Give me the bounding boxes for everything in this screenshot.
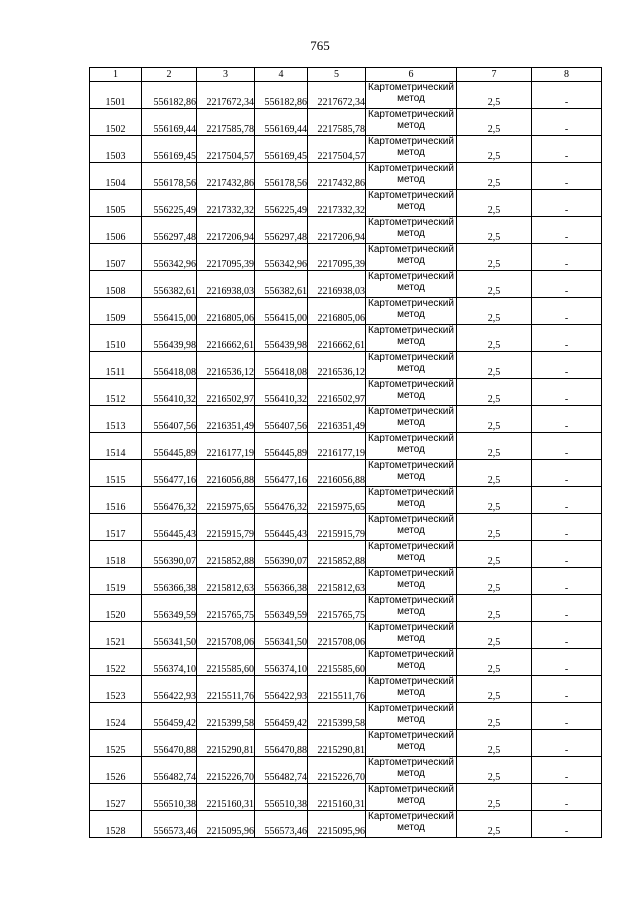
x-coordinate-cell: 556169,44	[142, 109, 197, 136]
y-coordinate-cell: 2216938,03	[308, 271, 366, 298]
y-coordinate-cell: 2215226,70	[197, 757, 255, 784]
table-row	[90, 649, 602, 676]
x-coordinate-cell: 556477,16	[142, 460, 197, 487]
accuracy-cell: 2,5	[457, 676, 532, 703]
x-coordinate-cell: 556341,50	[142, 622, 197, 649]
y-coordinate-cell: 2215399,58	[197, 703, 255, 730]
method-cell: Картометрический метод	[366, 676, 457, 703]
y-coordinate-cell: 2215915,79	[197, 514, 255, 541]
accuracy-cell: 2,5	[457, 703, 532, 730]
page-number: 765	[310, 38, 330, 53]
x-coordinate-cell: 556470,88	[142, 730, 197, 757]
y-coordinate-cell: 2217332,32	[197, 190, 255, 217]
table-row	[90, 730, 602, 757]
x-coordinate-cell: 556470,88	[255, 730, 308, 757]
x-coordinate-cell: 556510,38	[255, 784, 308, 811]
accuracy-cell: 2,5	[457, 541, 532, 568]
x-coordinate-cell: 556169,44	[255, 109, 308, 136]
x-coordinate-cell: 556178,56	[255, 163, 308, 190]
x-coordinate-cell: 556573,46	[142, 811, 197, 838]
y-coordinate-cell: 2216056,88	[197, 460, 255, 487]
method-cell: Картометрический метод	[366, 298, 457, 325]
accuracy-cell: 2,5	[457, 433, 532, 460]
column-header: 2	[142, 68, 197, 82]
y-coordinate-cell: 2216662,61	[197, 325, 255, 352]
x-coordinate-cell: 556366,38	[142, 568, 197, 595]
y-coordinate-cell: 2215290,81	[197, 730, 255, 757]
y-coordinate-cell: 2215226,70	[308, 757, 366, 784]
y-coordinate-cell: 2215160,31	[197, 784, 255, 811]
method-cell: Картометрический метод	[366, 622, 457, 649]
accuracy-cell: 2,5	[457, 487, 532, 514]
x-coordinate-cell: 556422,93	[142, 676, 197, 703]
point-number-cell: 1509	[90, 298, 142, 325]
x-coordinate-cell: 556415,00	[255, 298, 308, 325]
x-coordinate-cell: 556407,56	[142, 406, 197, 433]
method-cell: Картометрический метод	[366, 271, 457, 298]
note-cell: -	[532, 514, 602, 541]
accuracy-cell: 2,5	[457, 379, 532, 406]
accuracy-cell: 2,5	[457, 568, 532, 595]
x-coordinate-cell: 556390,07	[255, 541, 308, 568]
x-coordinate-cell: 556297,48	[255, 217, 308, 244]
accuracy-cell: 2,5	[457, 730, 532, 757]
table-row	[90, 622, 602, 649]
accuracy-cell: 2,5	[457, 136, 532, 163]
y-coordinate-cell: 2216351,49	[308, 406, 366, 433]
x-coordinate-cell: 556169,45	[142, 136, 197, 163]
column-header: 4	[255, 68, 308, 82]
method-cell: Картометрический метод	[366, 406, 457, 433]
y-coordinate-cell: 2215585,60	[308, 649, 366, 676]
point-number-cell: 1528	[90, 811, 142, 838]
method-cell: Картометрический метод	[366, 730, 457, 757]
y-coordinate-cell: 2215765,75	[197, 595, 255, 622]
y-coordinate-cell: 2217585,78	[308, 109, 366, 136]
y-coordinate-cell: 2215975,65	[308, 487, 366, 514]
method-cell: Картометрический метод	[366, 163, 457, 190]
y-coordinate-cell: 2215511,76	[308, 676, 366, 703]
point-number-cell: 1513	[90, 406, 142, 433]
y-coordinate-cell: 2217504,57	[308, 136, 366, 163]
point-number-cell: 1505	[90, 190, 142, 217]
y-coordinate-cell: 2215708,06	[308, 622, 366, 649]
y-coordinate-cell: 2217206,94	[308, 217, 366, 244]
x-coordinate-cell: 556341,50	[255, 622, 308, 649]
column-header: 1	[90, 68, 142, 82]
table-row	[90, 298, 602, 325]
note-cell: -	[532, 271, 602, 298]
table-row	[90, 163, 602, 190]
accuracy-cell: 2,5	[457, 352, 532, 379]
table-row	[90, 325, 602, 352]
point-number-cell: 1520	[90, 595, 142, 622]
x-coordinate-cell: 556445,89	[142, 433, 197, 460]
point-number-cell: 1504	[90, 163, 142, 190]
y-coordinate-cell: 2216805,06	[308, 298, 366, 325]
note-cell: -	[532, 811, 602, 838]
method-cell: Картометрический метод	[366, 325, 457, 352]
table-row	[90, 676, 602, 703]
table-row	[90, 811, 602, 838]
x-coordinate-cell: 556410,32	[142, 379, 197, 406]
x-coordinate-cell: 556410,32	[255, 379, 308, 406]
note-cell: -	[532, 109, 602, 136]
method-cell: Картометрический метод	[366, 217, 457, 244]
method-cell: Картометрический метод	[366, 811, 457, 838]
x-coordinate-cell: 556445,43	[142, 514, 197, 541]
accuracy-cell: 2,5	[457, 757, 532, 784]
accuracy-cell: 2,5	[457, 298, 532, 325]
x-coordinate-cell: 556459,42	[255, 703, 308, 730]
method-cell: Картометрический метод	[366, 82, 457, 109]
y-coordinate-cell: 2215511,76	[197, 676, 255, 703]
x-coordinate-cell: 556418,08	[142, 352, 197, 379]
point-number-cell: 1502	[90, 109, 142, 136]
y-coordinate-cell: 2216351,49	[197, 406, 255, 433]
x-coordinate-cell: 556374,10	[142, 649, 197, 676]
column-header: 5	[308, 68, 366, 82]
y-coordinate-cell: 2215915,79	[308, 514, 366, 541]
y-coordinate-cell: 2217095,39	[308, 244, 366, 271]
note-cell: -	[532, 730, 602, 757]
note-cell: -	[532, 244, 602, 271]
y-coordinate-cell: 2217672,34	[308, 82, 366, 109]
x-coordinate-cell: 556476,32	[142, 487, 197, 514]
y-coordinate-cell: 2215585,60	[197, 649, 255, 676]
y-coordinate-cell: 2216177,19	[308, 433, 366, 460]
note-cell: -	[532, 460, 602, 487]
x-coordinate-cell: 556182,86	[255, 82, 308, 109]
point-number-cell: 1521	[90, 622, 142, 649]
y-coordinate-cell: 2215095,96	[197, 811, 255, 838]
y-coordinate-cell: 2215095,96	[308, 811, 366, 838]
table-row	[90, 352, 602, 379]
note-cell: -	[532, 433, 602, 460]
x-coordinate-cell: 556407,56	[255, 406, 308, 433]
method-cell: Картометрический метод	[366, 514, 457, 541]
method-cell: Картометрический метод	[366, 568, 457, 595]
x-coordinate-cell: 556510,38	[142, 784, 197, 811]
accuracy-cell: 2,5	[457, 514, 532, 541]
accuracy-cell: 2,5	[457, 649, 532, 676]
table-row	[90, 460, 602, 487]
method-cell: Картометрический метод	[366, 487, 457, 514]
x-coordinate-cell: 556225,49	[142, 190, 197, 217]
accuracy-cell: 2,5	[457, 595, 532, 622]
x-coordinate-cell: 556382,61	[255, 271, 308, 298]
method-cell: Картометрический метод	[366, 433, 457, 460]
x-coordinate-cell: 556439,98	[255, 325, 308, 352]
method-cell: Картометрический метод	[366, 190, 457, 217]
note-cell: -	[532, 757, 602, 784]
y-coordinate-cell: 2215812,63	[308, 568, 366, 595]
x-coordinate-cell: 556390,07	[142, 541, 197, 568]
x-coordinate-cell: 556573,46	[255, 811, 308, 838]
x-coordinate-cell: 556382,61	[142, 271, 197, 298]
x-coordinate-cell: 556182,86	[142, 82, 197, 109]
x-coordinate-cell: 556422,93	[255, 676, 308, 703]
note-cell: -	[532, 325, 602, 352]
table-row	[90, 703, 602, 730]
x-coordinate-cell: 556477,16	[255, 460, 308, 487]
note-cell: -	[532, 676, 602, 703]
y-coordinate-cell: 2215852,88	[308, 541, 366, 568]
note-cell: -	[532, 163, 602, 190]
accuracy-cell: 2,5	[457, 622, 532, 649]
y-coordinate-cell: 2216177,19	[197, 433, 255, 460]
accuracy-cell: 2,5	[457, 163, 532, 190]
accuracy-cell: 2,5	[457, 109, 532, 136]
x-coordinate-cell: 556415,00	[142, 298, 197, 325]
point-number-cell: 1517	[90, 514, 142, 541]
method-cell: Картометрический метод	[366, 136, 457, 163]
y-coordinate-cell: 2216662,61	[308, 325, 366, 352]
note-cell: -	[532, 406, 602, 433]
table-row	[90, 136, 602, 163]
table-row	[90, 190, 602, 217]
table-row	[90, 433, 602, 460]
x-coordinate-cell: 556418,08	[255, 352, 308, 379]
accuracy-cell: 2,5	[457, 82, 532, 109]
y-coordinate-cell: 2217095,39	[197, 244, 255, 271]
accuracy-cell: 2,5	[457, 325, 532, 352]
point-number-cell: 1523	[90, 676, 142, 703]
point-number-cell: 1525	[90, 730, 142, 757]
table-row	[90, 514, 602, 541]
x-coordinate-cell: 556476,32	[255, 487, 308, 514]
point-number-cell: 1527	[90, 784, 142, 811]
y-coordinate-cell: 2215765,75	[308, 595, 366, 622]
table-row	[90, 217, 602, 244]
table-row	[90, 541, 602, 568]
accuracy-cell: 2,5	[457, 460, 532, 487]
y-coordinate-cell: 2215812,63	[197, 568, 255, 595]
method-cell: Картометрический метод	[366, 460, 457, 487]
point-number-cell: 1510	[90, 325, 142, 352]
y-coordinate-cell: 2217504,57	[197, 136, 255, 163]
x-coordinate-cell: 556225,49	[255, 190, 308, 217]
table-row	[90, 595, 602, 622]
point-number-cell: 1507	[90, 244, 142, 271]
x-coordinate-cell: 556439,98	[142, 325, 197, 352]
note-cell: -	[532, 298, 602, 325]
table-header-row	[90, 68, 602, 82]
x-coordinate-cell: 556169,45	[255, 136, 308, 163]
table-row	[90, 82, 602, 109]
y-coordinate-cell: 2215160,31	[308, 784, 366, 811]
y-coordinate-cell: 2216938,03	[197, 271, 255, 298]
point-number-cell: 1508	[90, 271, 142, 298]
x-coordinate-cell: 556366,38	[255, 568, 308, 595]
note-cell: -	[532, 649, 602, 676]
column-header: 3	[197, 68, 255, 82]
coordinates-table	[89, 67, 602, 838]
y-coordinate-cell: 2216805,06	[197, 298, 255, 325]
y-coordinate-cell: 2217432,86	[197, 163, 255, 190]
x-coordinate-cell: 556482,74	[142, 757, 197, 784]
point-number-cell: 1506	[90, 217, 142, 244]
note-cell: -	[532, 136, 602, 163]
note-cell: -	[532, 190, 602, 217]
accuracy-cell: 2,5	[457, 190, 532, 217]
method-cell: Картометрический метод	[366, 595, 457, 622]
method-cell: Картометрический метод	[366, 649, 457, 676]
note-cell: -	[532, 487, 602, 514]
point-number-cell: 1511	[90, 352, 142, 379]
method-cell: Картометрический метод	[366, 379, 457, 406]
x-coordinate-cell: 556349,59	[142, 595, 197, 622]
method-cell: Картометрический метод	[366, 109, 457, 136]
x-coordinate-cell: 556482,74	[255, 757, 308, 784]
point-number-cell: 1524	[90, 703, 142, 730]
note-cell: -	[532, 595, 602, 622]
table-row	[90, 487, 602, 514]
point-number-cell: 1501	[90, 82, 142, 109]
point-number-cell: 1503	[90, 136, 142, 163]
accuracy-cell: 2,5	[457, 244, 532, 271]
table-row	[90, 109, 602, 136]
y-coordinate-cell: 2215975,65	[197, 487, 255, 514]
note-cell: -	[532, 568, 602, 595]
column-header: 6	[366, 68, 457, 82]
note-cell: -	[532, 379, 602, 406]
x-coordinate-cell: 556445,89	[255, 433, 308, 460]
column-header: 8	[532, 68, 602, 82]
point-number-cell: 1514	[90, 433, 142, 460]
point-number-cell: 1519	[90, 568, 142, 595]
y-coordinate-cell: 2215290,81	[308, 730, 366, 757]
y-coordinate-cell: 2215852,88	[197, 541, 255, 568]
point-number-cell: 1518	[90, 541, 142, 568]
accuracy-cell: 2,5	[457, 406, 532, 433]
method-cell: Картометрический метод	[366, 352, 457, 379]
method-cell: Картометрический метод	[366, 244, 457, 271]
table-row	[90, 784, 602, 811]
note-cell: -	[532, 784, 602, 811]
method-cell: Картометрический метод	[366, 703, 457, 730]
table-row	[90, 244, 602, 271]
table-row	[90, 271, 602, 298]
method-cell: Картометрический метод	[366, 784, 457, 811]
x-coordinate-cell: 556297,48	[142, 217, 197, 244]
table-body	[90, 82, 602, 838]
point-number-cell: 1512	[90, 379, 142, 406]
x-coordinate-cell: 556349,59	[255, 595, 308, 622]
x-coordinate-cell: 556342,96	[255, 244, 308, 271]
accuracy-cell: 2,5	[457, 271, 532, 298]
table-row	[90, 568, 602, 595]
note-cell: -	[532, 703, 602, 730]
x-coordinate-cell: 556342,96	[142, 244, 197, 271]
table-row	[90, 406, 602, 433]
y-coordinate-cell: 2216536,12	[197, 352, 255, 379]
x-coordinate-cell: 556445,43	[255, 514, 308, 541]
y-coordinate-cell: 2217332,32	[308, 190, 366, 217]
y-coordinate-cell: 2215399,58	[308, 703, 366, 730]
accuracy-cell: 2,5	[457, 811, 532, 838]
x-coordinate-cell: 556178,56	[142, 163, 197, 190]
y-coordinate-cell: 2215708,06	[197, 622, 255, 649]
y-coordinate-cell: 2217672,34	[197, 82, 255, 109]
method-cell: Картометрический метод	[366, 541, 457, 568]
x-coordinate-cell: 556374,10	[255, 649, 308, 676]
note-cell: -	[532, 352, 602, 379]
y-coordinate-cell: 2216502,97	[197, 379, 255, 406]
point-number-cell: 1516	[90, 487, 142, 514]
y-coordinate-cell: 2217206,94	[197, 217, 255, 244]
note-cell: -	[532, 541, 602, 568]
y-coordinate-cell: 2217432,86	[308, 163, 366, 190]
note-cell: -	[532, 622, 602, 649]
note-cell: -	[532, 217, 602, 244]
table-row	[90, 379, 602, 406]
accuracy-cell: 2,5	[457, 217, 532, 244]
point-number-cell: 1522	[90, 649, 142, 676]
x-coordinate-cell: 556459,42	[142, 703, 197, 730]
note-cell: -	[532, 82, 602, 109]
accuracy-cell: 2,5	[457, 784, 532, 811]
point-number-cell: 1515	[90, 460, 142, 487]
table-row	[90, 757, 602, 784]
y-coordinate-cell: 2216056,88	[308, 460, 366, 487]
point-number-cell: 1526	[90, 757, 142, 784]
y-coordinate-cell: 2217585,78	[197, 109, 255, 136]
y-coordinate-cell: 2216536,12	[308, 352, 366, 379]
method-cell: Картометрический метод	[366, 757, 457, 784]
y-coordinate-cell: 2216502,97	[308, 379, 366, 406]
column-header: 7	[457, 68, 532, 82]
